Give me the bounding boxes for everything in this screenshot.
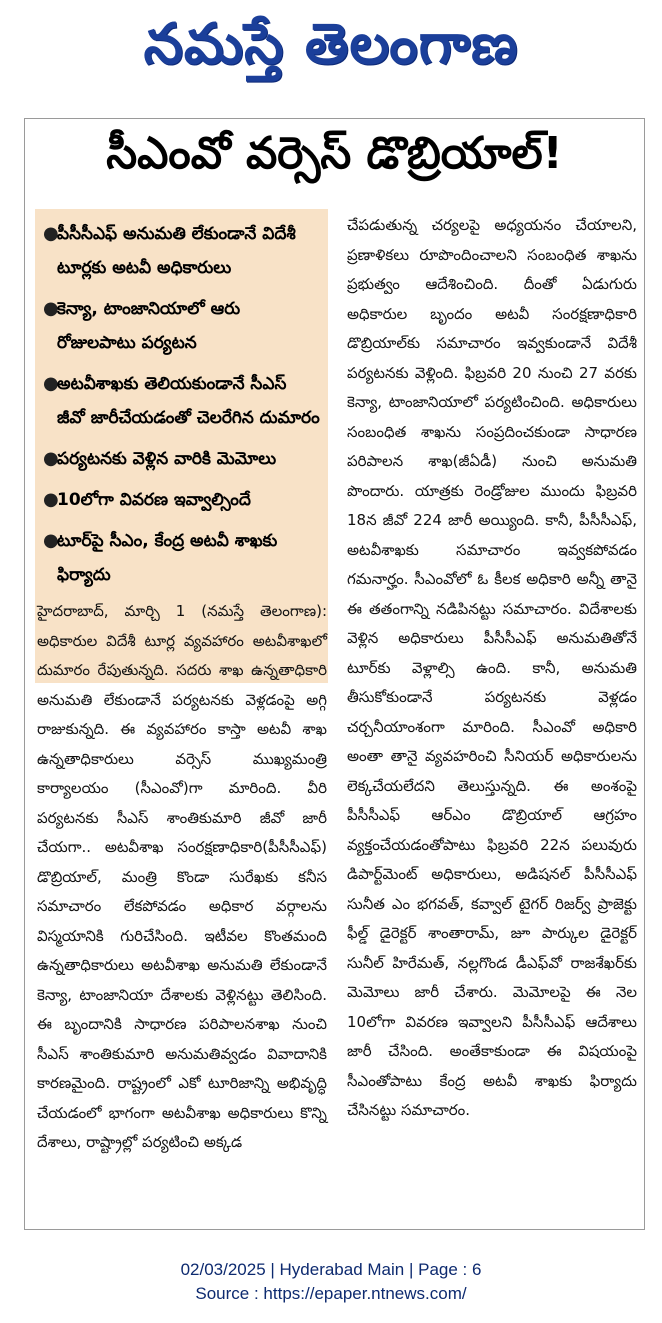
article-headline: సీఎంవో వర్సెస్ డొబ్రియాల్!	[106, 128, 563, 179]
highlight-text: టూర్‌పై సీఎం, కేంద్ర అటవీ శాఖకు ఫిర్యాదు	[57, 531, 278, 585]
highlight-item	[43, 524, 320, 592]
highlight-item	[43, 292, 320, 360]
article-body-left: హైదరాబాద్, మార్చి 1 (నమస్తే తెలంగాణ): అధికారుల విదేశీ టూర్ల వ్యవహారం అటవీశాఖలో దుమారం రేపుతున్నది. సదరు శాఖ ఉన్నతాధికారి అనుమతి లేకుండానే పర్యటనకు వెళ్లడంపై అగ్గి రాజుకున్నది. ఈ వ్యవహారం కాస్తా అటవీ శాఖ ఉన్నతాధికారులు వర్సెస్ ముఖ్యమంత్రి కార్యాలయం (సీఎంవో)గా మారింది. వీరి పర్యటనకు సీఎస్ శాంతికుమారి జీవో జారీ చేయగా.. అటవీశాఖ సంరక్షణాధికారి(పీసీసీఎఫ్) డొబ్రియాల్, మంత్రి కొండా సురేఖకు కనీస సమాచారం లేకపోవడం అధికార వర్గాలను విస్మయానికి గురిచేసింది. ఇటీవల కొంతమంది ఉన్నతాధికారులు అటవీశాఖ అనుమతి లేకుండానే కెన్యా, టాంజానియా దేశాలకు వెళ్లినట్టు తెలిసింది. ఈ బృందానికి సాధారణ పరిపాలనశాఖ నుంచి సీఎస్ శాంతికుమారి అనుమతివ్వడం వివాదానికి కారణమైంది. రాష్ట్రంలో ఎకో టూరిజాన్ని అభివృద్ధి చేయడంలో భాగంగా అటవీశాఖ అధికారులు కొన్ని దేశాలు, రాష్ట్రాల్లో పర్యటించి అక్కడ	[37, 602, 327, 1151]
article-column-left	[37, 597, 327, 1158]
highlight-item	[43, 442, 320, 476]
source-link[interactable]: Source : https://epaper.ntnews.com/	[195, 1284, 467, 1303]
bullet-icon: ●	[43, 489, 59, 510]
article-column-right	[347, 211, 637, 1126]
edition-info: 02/03/2025 | Hyderabad Main | Page : 6	[180, 1260, 482, 1279]
highlight-text: కెన్యా, టాంజానియాలో ఆరు రోజులపాటు పర్యటన	[57, 299, 241, 353]
highlight-item	[43, 367, 320, 435]
highlight-text: అటవీశాఖకు తెలియకుండానే సీఎస్ జీవో జారీచేయడంతో చెలరేగిన దుమారం	[57, 374, 320, 428]
news-clipping	[24, 118, 645, 1230]
masthead	[0, 0, 662, 90]
bullet-icon: ●	[43, 448, 59, 469]
newspaper-logo: నమస్తే తెలంగాణ	[143, 12, 519, 77]
article-body-right: చేపడుతున్న చర్యలపై అధ్యయనం చేయాలని, ప్రణాళికలు రూపొందించాలని సంబంధిత శాఖను ప్రభుత్వం ఆదేశించింది. దీంతో ఏడుగురు అధికారుల బృందం అటవీ సంరక్షణాధికారి డొబ్రియాల్‌కు సమాచారం ఇవ్వకుండానే విదేశీ పర్యటనకు వెళ్లింది. ఫిబ్రవరి 20 నుంచి 27 వరకు కెన్యా, టాంజానియాలో పర్యటించింది. అధికారులు సంబంధిత శాఖను సంప్రదించకుండా సాధారణ పరిపాలన శాఖ(జీఏడీ) నుంచి అనుమతి పొందారు. యాత్రకు రెండ్రోజుల ముందు ఫిబ్రవరి 18న జీవో 224 జారీ అయ్యింది. కానీ, పీసీసీఎఫ్, అటవీశాఖకు సమాచారం ఇవ్వకపోవడం గమనార్హం. సీఎంవోలో ఓ కీలక అధికారి అన్నీ తానై ఈ తతంగాన్ని నడిపినట్టు సమాచారం. విదేశాలకు వెళ్లిన అధికారులు పీసీసీఎఫ్ అనుమతితోనే టూర్‌కు వెళ్లాల్సి ఉంది. కానీ, అనుమతి తీసుకోకుండానే పర్యటనకు వెళ్లడం చర్చనీయాంశంగా మారింది. సీఎంవో అధికారి అంతా తానై వ్యవహరించి సీనియర్ అధికారులను లెక్కచేయలేదని తెలుస్తున్నది. ఈ అంశంపై పీసీసీఎఫ్ ఆర్ఎం డొబ్రియాల్ ఆగ్రహం వ్యక్తంచేయడంతోపాటు ఫిబ్రవరి 22న పలువురు డిపార్ట్‌మెంట్ అధికారులు, అడిషనల్ పీసీసీఎఫ్ సునీత ఎం భగవత్, కవ్వాల్ టైగర్ రిజర్వ్ ప్రాజెక్టు ఫీల్డ్ డైరెక్టర్ శాంతారామ్, జూ పార్కుల డైరెక్టర్ సునీల్ హిరేమత్, నల్లగొండ డీఎఫ్‌వో రాజశేఖర్‌కు మెమోలు జారీ చేశారు. మెమోలపై ఈ నెల 10లోగా వివరణ ఇవ్వాలని పీసీసీఎఫ్ ఆదేశాలు జారీ చేసింది. అంతేకాకుండా ఈ విషయంపై సీఎంతోపాటు కేంద్ర అటవీ శాఖకు ఫిర్యాదు చేసినట్టు సమాచారం.	[347, 216, 637, 1119]
highlight-text: 10లోగా వివరణ ఇవ్వాల్సిందే	[57, 490, 251, 510]
highlight-text: పర్యటనకు వెళ్లిన వారికి మెమోలు	[57, 449, 277, 469]
highlight-text: పీసీసీఎఫ్ అనుమతి లేకుండానే విదేశీ టూర్లకు అటవీ అధికారులు	[57, 224, 296, 278]
highlight-item	[43, 483, 320, 517]
bullet-icon: ●	[43, 298, 59, 319]
bullet-icon: ●	[43, 373, 59, 394]
bullet-icon: ●	[43, 223, 59, 244]
bullet-icon: ●	[43, 530, 59, 551]
highlight-item	[43, 217, 320, 285]
footer	[0, 1258, 662, 1306]
